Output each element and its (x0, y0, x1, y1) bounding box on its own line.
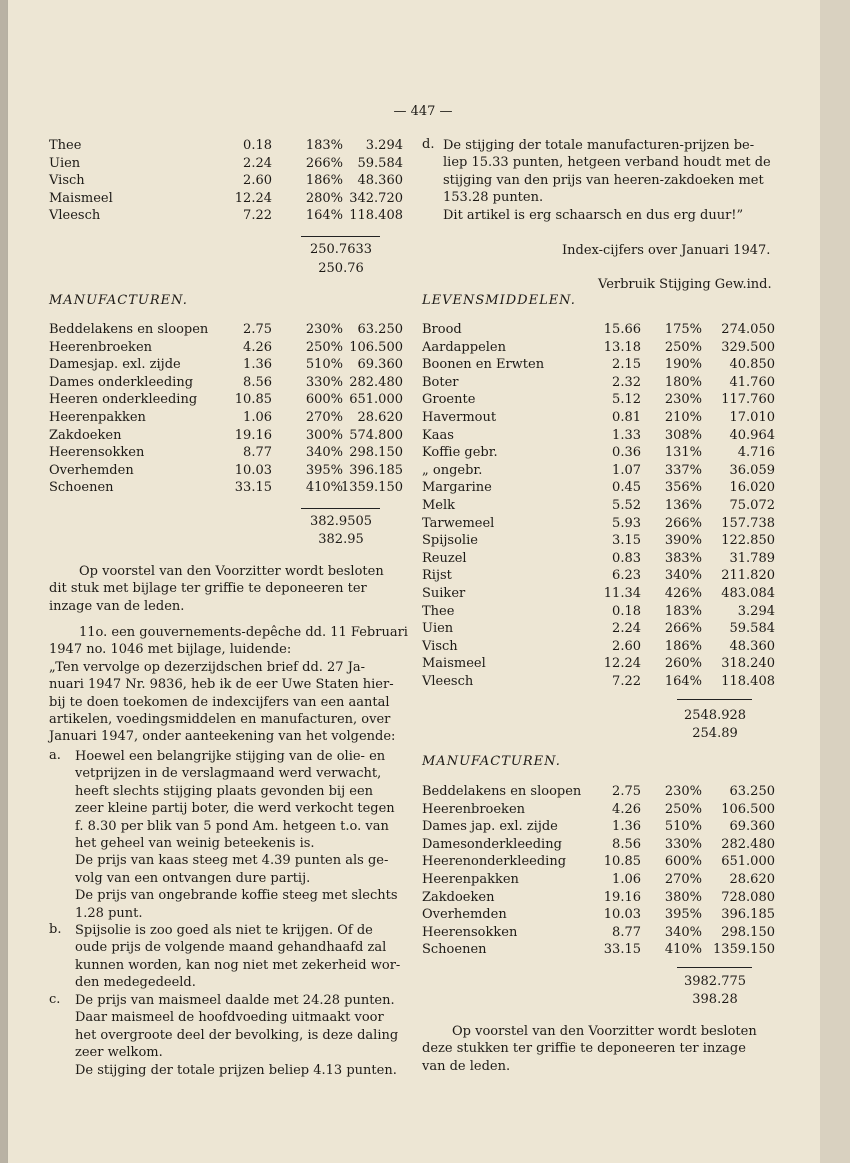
item-weighted-index: 157.738 (721, 515, 775, 531)
item-quantity: 6.23 (612, 568, 641, 584)
item-increase: 180% (664, 374, 702, 390)
text-line: 1947 no. 1046 met bijlage, luidende: (49, 642, 292, 658)
item-name: Tarwemeel (422, 515, 495, 531)
item-quantity: 5.93 (612, 515, 641, 531)
table-row (49, 190, 404, 208)
item-quantity: 2.75 (612, 784, 641, 799)
item-weighted-index: 69.360 (729, 819, 775, 835)
item-weighted-index: 574.800 (349, 427, 403, 443)
item-quantity: 3.15 (612, 533, 641, 549)
item-quantity: 8.77 (243, 445, 272, 461)
text-line: Daar maismeel de hoofdvoeding uitmaakt voor (75, 1010, 384, 1026)
item-increase: 164% (305, 208, 343, 223)
item-increase: 131% (664, 445, 702, 461)
left-manuf-index: 382.95 (318, 532, 364, 547)
item-name: Boter (422, 374, 459, 390)
text-line: artikelen, voedingsmiddelen en manufacturen, over (49, 711, 391, 727)
item-weighted-index: 396.185 (721, 907, 775, 923)
table-row (422, 620, 775, 638)
text-line: zeer welkom. (75, 1045, 163, 1061)
item-increase: 380% (664, 889, 702, 905)
item-quantity: 1.36 (243, 357, 272, 373)
item-increase: 383% (664, 550, 702, 566)
table-row (422, 497, 775, 515)
item-quantity: 12.24 (603, 656, 641, 672)
right-resolution-paragraph (422, 1023, 775, 1075)
item-name: Overhemden (422, 907, 507, 923)
item-quantity: 11.34 (603, 586, 641, 601)
item-weighted-index: 282.480 (349, 374, 403, 390)
item-quantity: 8.77 (612, 924, 641, 940)
left-top-index: 250.76 (318, 261, 364, 276)
text-line: 153.28 punten. (443, 190, 544, 206)
text-line: bij te doen toekomen de indexcijfers van een aantal (49, 694, 390, 710)
item-quantity: 4.26 (243, 339, 272, 355)
item-quantity: 5.12 (612, 392, 641, 408)
item-quantity: 8.56 (243, 374, 272, 390)
table-row (422, 655, 775, 673)
item-quantity: 7.22 (243, 208, 272, 223)
table-row (49, 462, 404, 480)
item-weighted-index: 17.010 (729, 410, 775, 425)
text-line: Spijsolie is zoo goed als niet te krijgen. Of de (75, 923, 373, 938)
item-quantity: 5.52 (612, 498, 641, 513)
item-name: Groente (422, 392, 476, 408)
item-quantity: 2.32 (612, 374, 641, 390)
table-row (49, 137, 404, 155)
item-increase: 340% (664, 568, 702, 584)
item-weighted-index: 117.760 (721, 392, 775, 408)
item-weighted-index: 651.000 (349, 392, 403, 408)
item-quantity: 1.06 (243, 410, 272, 425)
item-weighted-index: 1359.150 (340, 480, 403, 496)
item-weighted-index: 59.584 (357, 155, 403, 171)
item-increase: 250% (664, 339, 702, 355)
item-weighted-index: 211.820 (721, 568, 775, 584)
item-increase: 426% (664, 586, 702, 601)
text-line: het geheel van weinig beteekenis is. (75, 835, 315, 851)
table-row (49, 172, 404, 190)
item-name: Overhemden (49, 462, 134, 478)
text-line: De prijs van maismeel daalde met 24.28 punten. (75, 993, 395, 1008)
item-quantity: 10.03 (603, 907, 641, 923)
item-quantity: 0.83 (612, 550, 641, 566)
text-line: vetprijzen in de verslagmaand werd verwacht, (75, 766, 382, 782)
table-row (49, 155, 404, 173)
item-weighted-index: 318.240 (721, 656, 775, 672)
item-weighted-index: 396.185 (349, 462, 403, 478)
table-row (422, 356, 775, 374)
item-increase: 190% (664, 357, 702, 373)
item-quantity: 10.85 (603, 854, 641, 870)
item-name: Dames jap. exl. zijde (422, 819, 558, 835)
item-quantity: 15.66 (603, 322, 641, 337)
table-row (422, 818, 775, 836)
item-name: Heerenpakken (422, 872, 519, 887)
text-line: „Ten vervolge op dezerzijdschen brief dd. 27 Ja- (49, 659, 366, 675)
item-increase: 230% (664, 392, 702, 408)
text-line: deze stukken ter griffie te deponeeren ter inzage (422, 1041, 746, 1057)
item-name: Heerensokken (422, 924, 518, 940)
item-increase: 183% (305, 138, 343, 153)
item-quantity: 0.18 (243, 138, 272, 153)
item-quantity: 4.26 (612, 801, 641, 817)
item-weighted-index: 16.020 (729, 480, 775, 496)
item-d-marker: d. (422, 137, 435, 152)
table-row (49, 374, 404, 392)
item-weighted-index: 4.716 (737, 445, 775, 461)
item-weighted-index: 651.000 (721, 854, 775, 870)
item-quantity: 2.15 (612, 357, 641, 373)
item-name: „ ongebr. (422, 462, 483, 478)
table-row (422, 444, 775, 462)
item-weighted-index: 40.964 (729, 427, 775, 443)
table-row (49, 207, 404, 225)
item-increase: 186% (664, 638, 702, 654)
item-quantity: 7.22 (612, 674, 641, 689)
item-increase: 266% (664, 515, 702, 531)
item-weighted-index: 118.408 (349, 208, 403, 223)
right-food-sum-line (677, 699, 752, 700)
table-row (422, 906, 775, 924)
item-name: Beddelakens en sloopen (422, 784, 582, 799)
text-line: Op voorstel van den Voorzitter wordt besloten (79, 564, 384, 579)
item-name: Vleesch (422, 674, 474, 689)
item-name: Heerenbroeken (49, 339, 153, 355)
table-row (422, 391, 775, 409)
left-top-sum-line (301, 236, 380, 237)
item-name: Uien (422, 621, 454, 637)
text-line: De stijging der totale prijzen beliep 4.13 punten. (75, 1062, 397, 1078)
table-row (422, 836, 775, 854)
next-page-edge (820, 0, 850, 1163)
table-row (422, 889, 775, 907)
table-row (422, 801, 775, 819)
item-weighted-index: 342.720 (349, 190, 403, 206)
item-quantity: 10.85 (234, 392, 272, 408)
item-name: Spijsolie (422, 533, 478, 549)
item-weighted-index: 122.850 (721, 533, 775, 549)
table-row (422, 673, 775, 691)
item-quantity: 1.06 (612, 872, 641, 887)
table-row (49, 427, 404, 445)
text-line: Op voorstel van den Voorzitter wordt besloten (452, 1024, 757, 1039)
table-row (422, 321, 775, 339)
item-quantity: 10.03 (234, 462, 272, 478)
text-line: kunnen worden, kan nog niet met zekerheid wor- (75, 957, 401, 973)
item-quantity: 2.75 (243, 322, 272, 337)
item-increase: 270% (664, 872, 702, 887)
item-weighted-index: 48.360 (357, 173, 403, 188)
item-quantity: 0.45 (612, 480, 641, 496)
item-name: Damesjap. exl. zijde (49, 357, 181, 373)
index-column-headers: Verbruik Stijging Gew.ind. (598, 277, 772, 292)
item-weighted-index: 106.500 (349, 339, 403, 355)
item-name: Vleesch (49, 208, 101, 223)
table-row (422, 603, 775, 621)
item-increase: 600% (305, 392, 343, 408)
table-row (422, 427, 775, 445)
right-manufacturen-heading: MANUFACTUREN. (422, 754, 561, 769)
table-row (422, 853, 775, 871)
item-increase: 266% (664, 621, 702, 637)
item-name: Havermout (422, 410, 497, 425)
item-name: Visch (422, 638, 458, 654)
text-line: stijging van den prijs van heeren-zakdoeken met (443, 172, 764, 188)
item-weighted-index: 118.408 (721, 674, 775, 689)
item-quantity: 2.24 (243, 155, 272, 171)
item-increase: 300% (305, 427, 343, 443)
item-b-marker: b. (49, 922, 62, 937)
item-weighted-index: 28.620 (729, 872, 775, 887)
item-weighted-index: 63.250 (357, 322, 403, 337)
item-quantity: 0.81 (612, 410, 641, 425)
item-c-paragraph (75, 992, 404, 1079)
table-row (49, 339, 404, 357)
item-quantity: 0.36 (612, 445, 641, 461)
item-name: Brood (422, 322, 462, 337)
item-name: Melk (422, 498, 456, 513)
item-weighted-index: 31.789 (729, 550, 775, 566)
text-line: liep 15.33 punten, hetgeen verband houdt met de (443, 155, 771, 171)
text-line: 1.28 punt. (75, 905, 143, 921)
item-name: Suiker (422, 586, 466, 601)
item-weighted-index: 274.050 (721, 322, 775, 337)
item-weighted-index: 41.760 (729, 374, 775, 390)
item-quantity: 33.15 (234, 480, 272, 496)
table-row (422, 374, 775, 392)
text-line: den medegedeeld. (75, 975, 196, 991)
table-row (422, 585, 775, 603)
item-increase: 230% (664, 784, 702, 799)
item-increase: 340% (305, 445, 343, 461)
item-quantity: 13.18 (603, 339, 641, 355)
item-weighted-index: 69.360 (357, 357, 403, 373)
item-increase: 230% (305, 322, 343, 337)
item-quantity: 1.33 (612, 427, 641, 443)
text-line: De stijging der totale manufacturen-prijzen be- (443, 138, 755, 153)
item-name: Heerenonderkleeding (422, 854, 567, 870)
item-increase: 308% (664, 427, 702, 443)
item-a-marker: a. (49, 748, 61, 763)
table-row (49, 444, 404, 462)
item-weighted-index: 329.500 (721, 339, 775, 355)
item-increase: 266% (305, 155, 343, 171)
index-table-title: Index-cijfers over Januari 1947. (562, 243, 771, 258)
item-increase: 183% (664, 603, 702, 619)
table-row (49, 356, 404, 374)
item-weighted-index: 28.620 (357, 410, 403, 425)
table-row (422, 532, 775, 550)
text-line: nuari 1947 Nr. 9836, heb ik de eer Uwe Staten hier- (49, 677, 394, 693)
depeche-letter-paragraph (49, 624, 408, 746)
levensmiddelen-heading: LEVENSMIDDELEN. (422, 293, 576, 308)
item-quantity: 19.16 (234, 427, 272, 443)
item-increase: 175% (664, 322, 702, 337)
text-line: van de leden. (422, 1058, 511, 1074)
text-line: volg van een ontvangen dure partij. (75, 870, 311, 886)
text-line: dit stuk met bijlage ter griffie te deponeeren ter (49, 581, 367, 597)
text-line: Januari 1947, onder aanteekening van het volgende: (49, 729, 396, 745)
table-row (422, 924, 775, 942)
item-weighted-index: 282.480 (721, 836, 775, 852)
item-increase: 330% (664, 836, 702, 852)
text-line: het overgroote deel der bevolking, is deze daling (75, 1027, 399, 1043)
item-name: Heeren onderkleeding (49, 392, 198, 408)
item-increase: 186% (305, 173, 343, 188)
right-food-total: 2548.928 (683, 708, 747, 723)
item-increase: 280% (305, 190, 343, 206)
item-increase: 600% (664, 854, 702, 870)
table-row (49, 321, 404, 339)
item-name: Heerenbroeken (422, 801, 526, 817)
item-increase: 410% (664, 942, 702, 958)
left-manufacturen-heading: MANUFACTUREN. (49, 293, 188, 308)
item-weighted-index: 3.294 (365, 138, 403, 153)
item-increase: 395% (305, 462, 343, 478)
item-name: Schoenen (49, 480, 114, 496)
item-weighted-index: 63.250 (729, 784, 775, 799)
item-name: Maismeel (49, 190, 113, 206)
item-weighted-index: 48.360 (729, 638, 775, 654)
item-name: Koffie gebr. (422, 445, 498, 461)
item-increase: 395% (664, 907, 702, 923)
item-quantity: 8.56 (612, 836, 641, 852)
item-weighted-index: 483.084 (721, 586, 775, 601)
item-quantity: 1.36 (612, 819, 641, 835)
table-row (422, 638, 775, 656)
item-name: Heerenpakken (49, 410, 146, 425)
text-line: Hoewel een belangrijke stijging van de olie- en (75, 749, 386, 764)
item-name: Dames onderkleeding (49, 374, 194, 390)
item-weighted-index: 36.059 (729, 462, 775, 478)
table-row (422, 409, 775, 427)
text-line: oude prijs de volgende maand gehandhaafd zal (75, 940, 387, 956)
item-quantity: 12.24 (234, 190, 272, 206)
item-increase: 250% (305, 339, 343, 355)
item-increase: 250% (664, 801, 702, 817)
right-manuf-sum-line (677, 967, 752, 968)
item-weighted-index: 75.072 (729, 498, 775, 513)
item-increase: 260% (664, 656, 702, 672)
item-weighted-index: 728.080 (721, 889, 775, 905)
item-c-marker: c. (49, 992, 61, 1007)
item-weighted-index: 1359.150 (712, 942, 775, 958)
item-quantity: 19.16 (603, 889, 641, 905)
left-manuf-sum-line (301, 508, 380, 509)
item-name: Thee (422, 603, 455, 619)
item-name: Maismeel (422, 656, 486, 672)
item-increase: 337% (664, 462, 702, 478)
item-increase: 164% (664, 674, 702, 689)
item-weighted-index: 59.584 (729, 621, 775, 637)
item-increase: 390% (664, 533, 702, 549)
table-row (422, 339, 775, 357)
item-quantity: 2.24 (612, 621, 641, 637)
item-name: Zakdoeken (422, 889, 495, 905)
right-manuf-total: 3982.775 (683, 974, 747, 989)
item-name: Kaas (422, 427, 454, 443)
text-line: heeft slechts stijging plaats gevonden bij een (75, 783, 374, 799)
item-name: Damesonderkleeding (422, 836, 562, 852)
table-row (422, 550, 775, 568)
item-quantity: 1.07 (612, 462, 641, 478)
table-row (49, 391, 404, 409)
table-row (49, 479, 404, 497)
item-d-paragraph (443, 137, 775, 224)
item-a-paragraph (75, 748, 404, 922)
text-line: De prijs van kaas steeg met 4.39 punten als ge- (75, 853, 389, 869)
item-name: Thee (49, 138, 82, 153)
item-name: Boonen en Erwten (422, 357, 545, 373)
item-increase: 510% (664, 819, 702, 835)
item-name: Beddelakens en sloopen (49, 322, 209, 337)
item-b-paragraph (75, 922, 404, 992)
table-row (422, 515, 775, 533)
item-weighted-index: 298.150 (349, 445, 403, 461)
item-increase: 410% (305, 480, 343, 496)
item-name: Zakdoeken (49, 427, 122, 443)
item-increase: 510% (305, 357, 343, 373)
text-line: inzage van de leden. (49, 598, 185, 614)
item-name: Schoenen (422, 942, 487, 958)
item-increase: 330% (305, 374, 343, 390)
text-line: Dit artikel is erg schaarsch en dus erg duur!” (443, 207, 744, 223)
item-increase: 356% (664, 480, 702, 496)
item-quantity: 2.60 (612, 638, 641, 654)
item-increase: 270% (305, 410, 343, 425)
table-row (422, 479, 775, 497)
item-quantity: 33.15 (603, 942, 641, 958)
item-weighted-index: 3.294 (737, 603, 775, 619)
item-name: Heerensokken (49, 445, 145, 461)
item-weighted-index: 106.500 (721, 801, 775, 817)
page-number: — 447 — (393, 104, 453, 119)
item-name: Margarine (422, 480, 492, 496)
table-row (422, 567, 775, 585)
right-food-index: 254.89 (692, 726, 738, 741)
table-row (422, 462, 775, 480)
item-weighted-index: 298.150 (721, 924, 775, 940)
item-increase: 340% (664, 924, 702, 940)
item-name: Rijst (422, 568, 452, 584)
item-name: Reuzel (422, 550, 467, 566)
right-manuf-index: 398.28 (692, 992, 738, 1007)
item-name: Visch (49, 173, 85, 188)
text-line: De prijs van ongebrande koffie steeg met slechts (75, 888, 398, 904)
text-line: 11o. een gouvernements-depêche dd. 11 Februari (79, 625, 408, 640)
item-weighted-index: 40.850 (729, 357, 775, 373)
item-quantity: 0.18 (612, 603, 641, 619)
item-name: Uien (49, 155, 81, 171)
left-resolution-paragraph (49, 563, 404, 615)
item-increase: 210% (664, 410, 702, 425)
item-name: Aardappelen (422, 339, 506, 355)
left-top-total: 250.7633 (309, 242, 373, 257)
table-row (49, 409, 404, 427)
table-row (422, 941, 775, 959)
text-line: zeer kleine partij boter, die werd verkocht tegen (75, 801, 395, 817)
item-quantity: 2.60 (243, 173, 272, 188)
item-increase: 136% (664, 498, 702, 513)
table-row (422, 871, 775, 889)
left-manuf-total: 382.9505 (309, 514, 373, 529)
text-line: f. 8.30 per blik van 5 pond Am. hetgeen t.o. van (75, 818, 389, 834)
table-row (422, 783, 775, 801)
